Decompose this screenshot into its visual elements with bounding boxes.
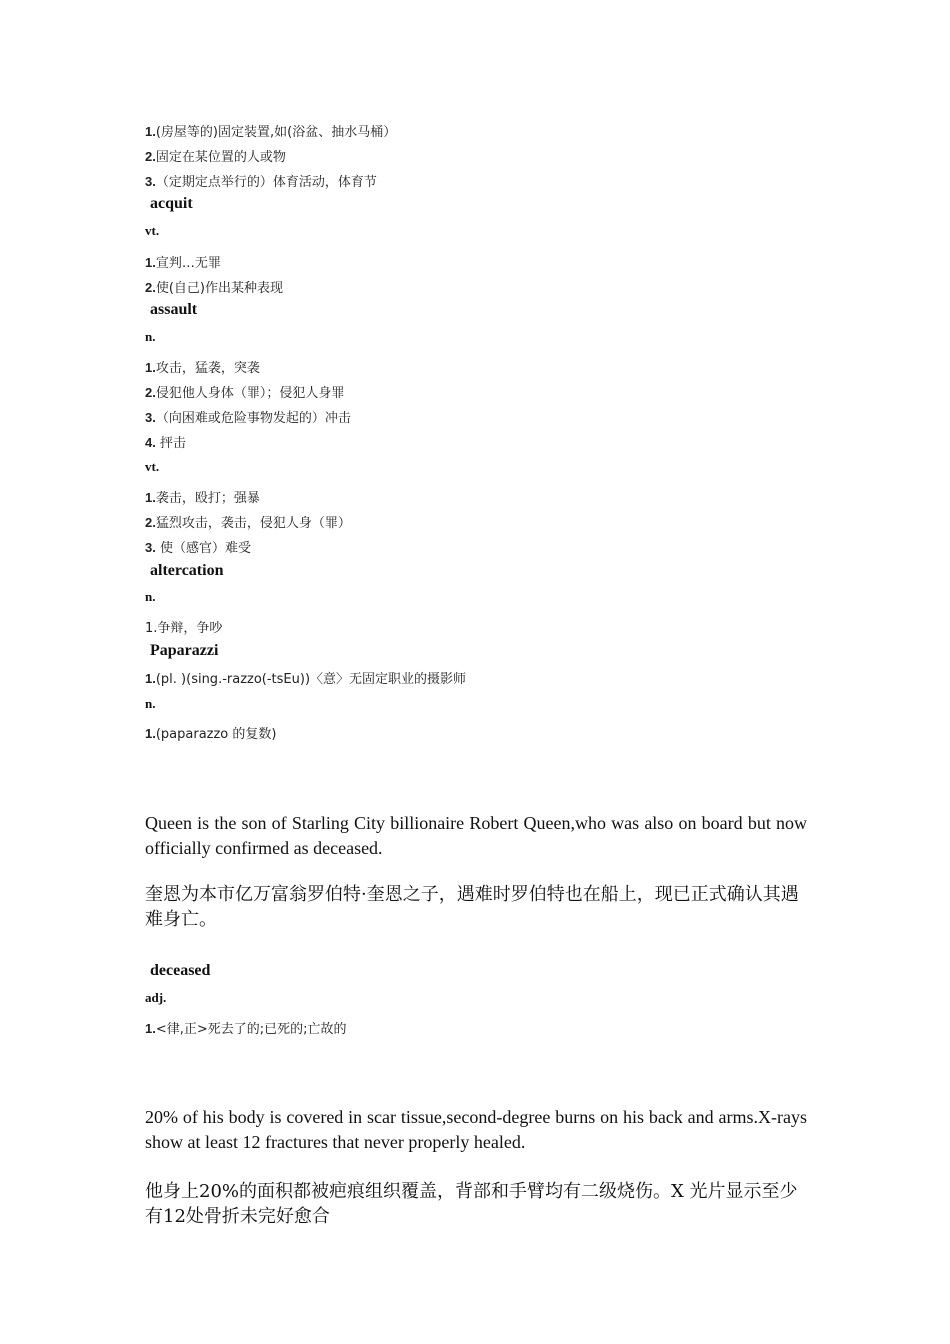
headword-acquit: acquit [150, 195, 193, 212]
headword-paparazzi: Paparazzi [150, 642, 219, 659]
headword-altercation: altercation [150, 562, 224, 579]
definition-line: 1.(pl. )(sing.-razzo(-tsEu))〈意〉无固定职业的摄影师 [145, 671, 467, 687]
definition-line: 4. 抨击 [145, 435, 186, 451]
english-passage: Queen is the son of Starling City billionaire Robert Queen,who was also on board but now officially confirmed as deceased. [145, 813, 807, 858]
part-of-speech: vt. [145, 223, 160, 238]
definition-line: 2.使(自己)作出某种表现 [145, 280, 283, 296]
definition-line: 2.固定在某位置的人或物 [145, 149, 286, 165]
definition-line: 3. 使（感官）难受 [145, 540, 251, 556]
part-of-speech: adj. [145, 990, 167, 1005]
part-of-speech: n. [145, 589, 156, 604]
headword-assault: assault [150, 301, 198, 318]
definition-line: 1.(房屋等的)固定装置,如(浴盆、抽水马桶） [145, 124, 397, 140]
headword-deceased: deceased [150, 962, 211, 979]
definition-line: 1.<律,正>死去了的;已死的;亡故的 [145, 1021, 347, 1037]
definition-line: 1.攻击，猛袭，突袭 [145, 360, 260, 376]
definition-line: 1.争辩，争吵 [145, 621, 223, 636]
definition-line: 2.侵犯他人身体（罪）；侵犯人身罪 [145, 385, 345, 401]
definition-line: 1.袭击，殴打；强暴 [145, 490, 260, 506]
definition-line: 3.（向困难或危险事物发起的）冲击 [145, 410, 351, 426]
chinese-translation: 他身上20%的面积都被疤痕组织覆盖，背部和手臂均有二级烧伤。X 光片显示至少有12处骨折未完好愈合 [145, 1181, 798, 1227]
english-passage: 20% of his body is covered in scar tissue,second-degree burns on his back and arms.X-rays show at least 12 fractures that never properly healed. [145, 1107, 807, 1152]
part-of-speech: n. [145, 329, 156, 344]
chinese-translation: 奎恩为本市亿万富翁罗伯特·奎恩之子，遇难时罗伯特也在船上，现已正式确认其遇难身亡。 [145, 884, 799, 930]
definition-line: 1.(paparazzo 的复数) [145, 726, 277, 742]
definition-line: 2.猛烈攻击，袭击，侵犯人身（罪） [145, 515, 351, 531]
part-of-speech: n. [145, 696, 156, 711]
definition-line: 3.（定期定点举行的）体育活动，体育节 [145, 174, 377, 190]
definition-line: 1.宣判…无罪 [145, 255, 221, 271]
part-of-speech: vt. [145, 459, 160, 474]
